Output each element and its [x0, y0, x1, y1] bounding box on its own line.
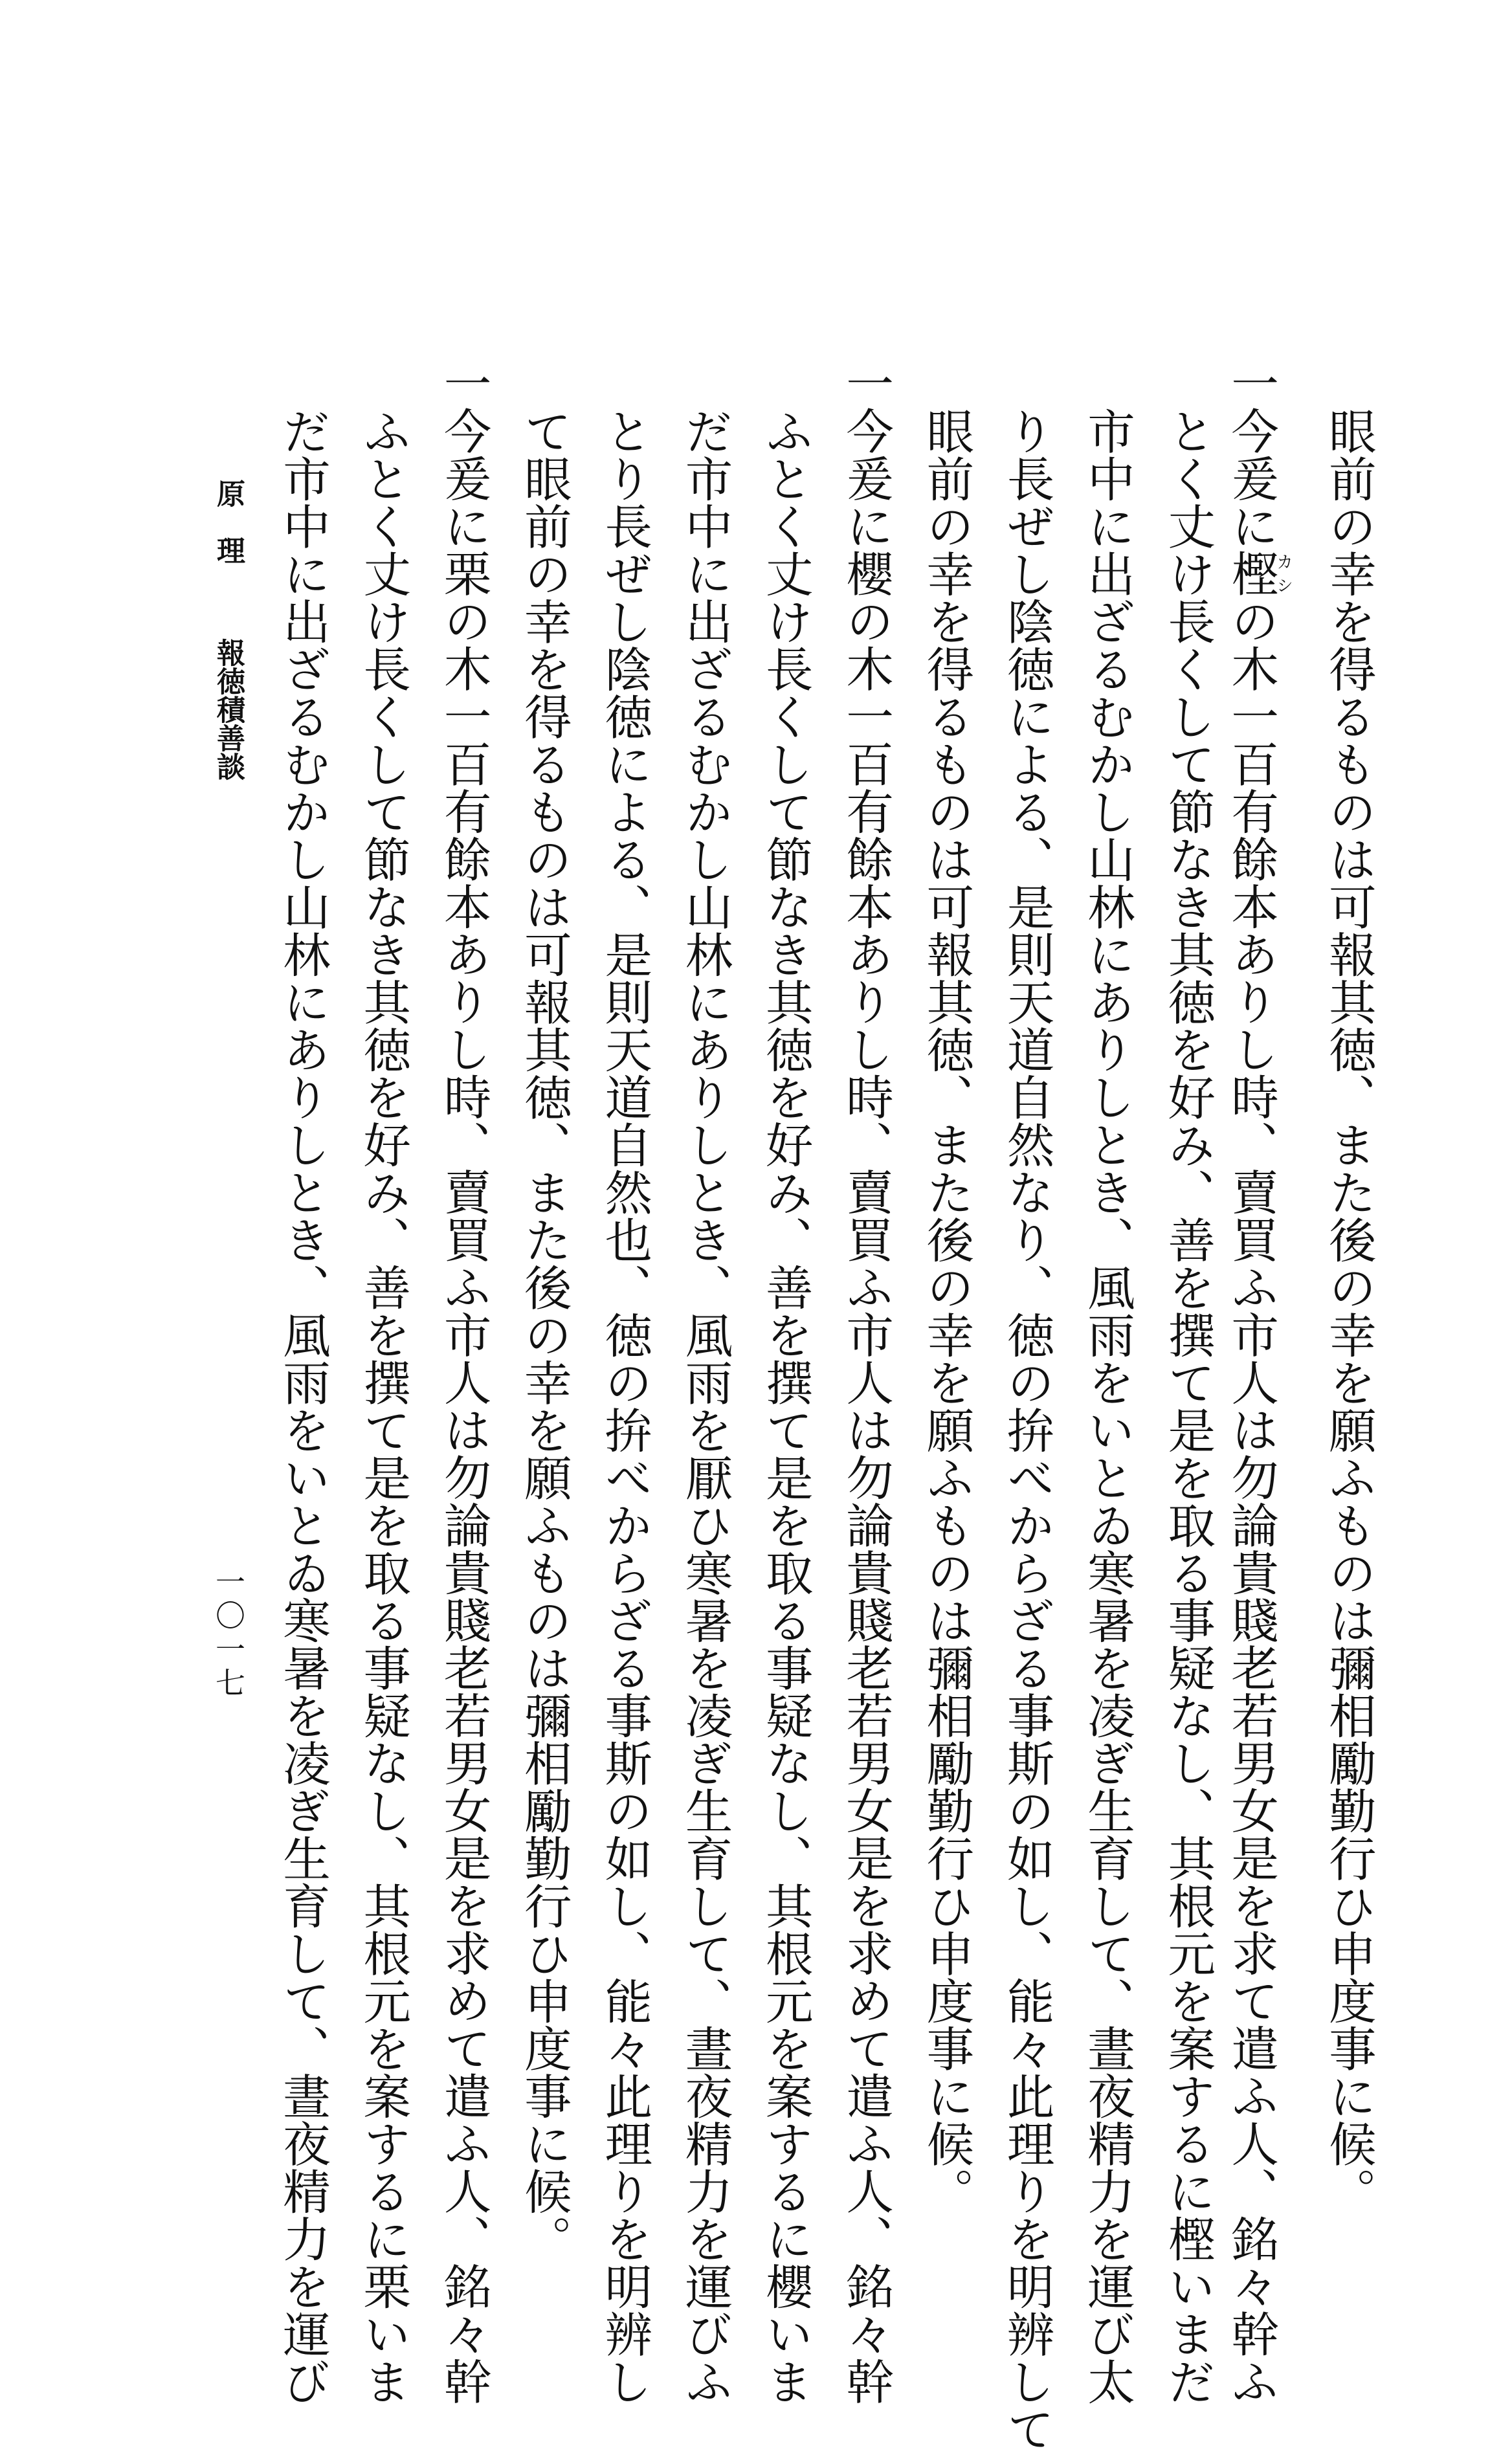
vertical-text-body: [275, 359, 1376, 2453]
text-column: 一今爰に栗の木一百有餘本ありし時、賣買ふ市人は勿論貴賤老若男女是を求めて遣ふ人、銘々幹: [436, 359, 491, 2405]
running-head-title: 報徳積善談: [212, 638, 245, 781]
text-column: 眼前の幸を得るものは可報其徳、また後の幸を願ふものは彌相勵勤行ひ申度事に候。: [1320, 407, 1376, 2215]
text-column: 一今爰に櫻の木一百有餘本ありし時、賣買ふ市人は勿論貴賤老若男女是を求めて遣ふ人、銘々幹: [838, 359, 894, 2405]
text-column: だ市中に出ざるむかし山林にありしとき、風雨をいとゐ寒暑を凌ぎ生育して、晝夜精力を運び: [275, 407, 330, 2405]
text-column: 市中に出ざるむかし山林にありしとき、風雨をいとゐ寒暑を凌ぎ生育して、晝夜精力を運び太: [1079, 407, 1135, 2405]
page-number: 一〇一七: [211, 1566, 246, 1701]
ruby-annotation: 樫カシ: [1223, 549, 1293, 597]
running-head: [212, 479, 245, 816]
text-column: り長ぜし陰徳による、是則天道自然なり、徳の拚べからざる事斯の如し、能々此理りを明辨して: [999, 407, 1054, 2453]
text-column: て眼前の幸を得るものは可報其徳、また後の幸を願ふものは彌相勵勤行ひ申度事に候。: [516, 407, 572, 2263]
text-column: 一今爰に樫カシの木一百有餘本ありし時、賣買ふ市人は勿論貴賤老若男女是を求て遣ふ人、銘々幹ふ: [1223, 359, 1293, 2405]
text-column: 眼前の幸を得るものは可報其徳、また後の幸を願ふものは彌相勵勤行ひ申度事に候。: [918, 407, 974, 2215]
text-column: ふとく丈け長くして節なき其徳を好み、善を撰て是を取る事疑なし、其根元を案するに栗いま: [355, 407, 411, 2405]
running-head-chapter: 原理: [212, 479, 245, 593]
text-column: とく丈け長くして節なき其徳を好み、善を撰て是を取る事疑なし、其根元を案するに樫いまだ: [1160, 407, 1216, 2405]
text-column: ふとく丈け長くして節なき其徳を好み、善を撰て是を取る事疑なし、其根元を案するに櫻いま: [757, 407, 813, 2405]
text-column: だ市中に出ざるむかし山林にありしとき、風雨を厭ひ寒暑を凌ぎ生育して、晝夜精力を運びふ: [677, 407, 733, 2405]
text-column: とり長ぜし陰徳による、是則天道自然也、徳の拚べからざる事斯の如し、能々此理りを明辨し: [597, 407, 652, 2405]
